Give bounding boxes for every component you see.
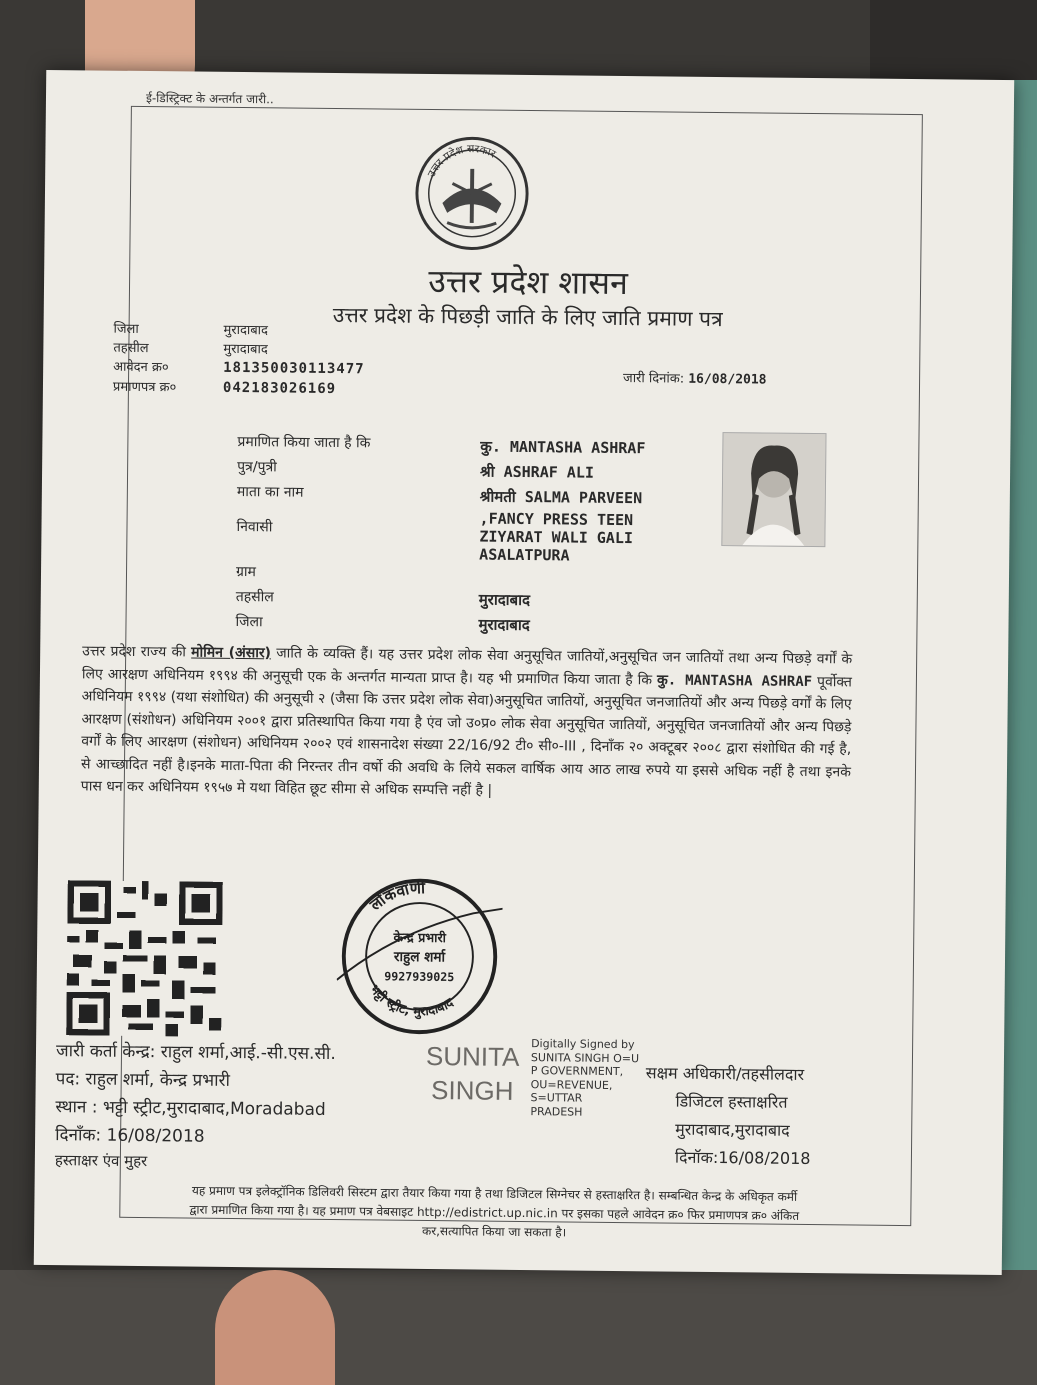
top-note: ई-डिस्ट्रिक्ट के अन्तर्गत जारी.. (145, 91, 274, 107)
district-label: जिला (235, 613, 263, 631)
resident-line1: ,FANCY PRESS TEEN (479, 509, 634, 530)
digital-info-line: Digitally Signed by (531, 1037, 635, 1052)
certified-label: प्रमाणित किया जाता है कि (237, 433, 371, 452)
emblem-text: उत्तर प्रदेश सरकार (424, 142, 499, 180)
meta-certificate-value: 042183026169 (222, 379, 337, 398)
footer-note-line3: कर,सत्यापित किया जा सकता है। (421, 1223, 567, 1240)
svg-text:उत्तर प्रदेश सरकार (425, 142, 499, 180)
resident-line3: ASALATPURA (479, 545, 570, 565)
page-subtitle: उत्तर प्रदेश के पिछड़ी जाति के लिए जाति प्रमाण पत्र (332, 302, 723, 332)
sign-seal: हस्ताक्षर एंव मुहर (54, 1151, 148, 1171)
meta-district (113, 319, 268, 339)
certified-value: कु. MANTASHA ASHRAF (480, 437, 646, 458)
footer-note-line1: यह प्रमाण पत्र इलेक्ट्रॉनिक डिलिवरी सिस्टम द्वारा तैयार किया गया है तथा डिजिटल सिग्नेचर से हस्ताक्षरित है। सम्बन्धित केन्द्र के अधिकृत कर्मी (191, 1183, 798, 1204)
issuing-center: जारी कर्ता केन्द्र: राहुल शर्मा,आई.-सी.एस.सी. (55, 1041, 336, 1065)
child-of-value: श्री ASHRAF ALI (480, 462, 595, 482)
meta-tehsil-value: मुरादाबाद (223, 341, 268, 358)
tehsil-label: तहसील (235, 588, 274, 606)
issue-date (623, 368, 767, 388)
meta-application-label: आवेदन क्र० (113, 359, 169, 376)
meta-application (113, 357, 365, 378)
digital-signer-name (425, 1039, 519, 1108)
digital-info-line: PRADESH (530, 1104, 583, 1119)
child-of-label: पुत्र/पुत्री (237, 458, 277, 476)
meta-certificate-label: प्रमाणपत्र क्र० (112, 379, 177, 396)
stamp-line3: 9927939025 (384, 969, 455, 985)
designation: पद: राहुल शर्मा, केन्द्र प्रभारी (55, 1069, 230, 1091)
stamp-ring-text: भट्टी स्ट्रीट, मुरादाबाद (366, 981, 456, 1019)
applicant-photo (721, 432, 826, 547)
resident-line2: ZIYARAT WALI GALI (479, 527, 634, 548)
meta-certificate (113, 377, 336, 397)
body-applicant-name: कु. MANTASHA ASHRAF (656, 671, 813, 690)
digital-info-line: OU=REVENUE, (530, 1077, 613, 1092)
certificate-body (81, 640, 853, 806)
stamp-top-text: लोकवाणी (366, 879, 426, 915)
qr-code-icon (66, 880, 223, 1037)
meta-tehsil-label: तहसील (113, 340, 149, 357)
meta-tehsil (113, 338, 268, 358)
issue-date-label: जारी दिनांक: (623, 371, 685, 387)
district-value: मुरादाबाद (478, 615, 530, 635)
meta-application-value: 181350030113477 (223, 359, 365, 378)
official-stamp-icon (336, 873, 503, 1040)
page-title: उत्तर प्रदेश शासन (428, 261, 629, 303)
body-part-1: उत्तर प्रदेश राज्य की (82, 643, 186, 661)
digital-info-line: P GOVERNMENT, (530, 1064, 624, 1079)
resident-label: निवासी (236, 518, 273, 536)
caste-name: मोमिन (अंसार) (191, 644, 272, 662)
footer-note-line2: द्वारा प्रमाणित किया गया है। यह प्रमाण पत्र वेबसाइट http://edistrict.up.nic.in पर इसका पहले आवेदन क्र० फिर प्रमाणपत्र क्र० अंकित (189, 1202, 800, 1223)
digital-signed-label: डिजिटल हस्ताक्षरित (675, 1091, 788, 1112)
certificate-page (34, 70, 1014, 1275)
stamp-line1: केन्द्र प्रभारी (393, 929, 447, 946)
place: स्थान : भट्टी स्ट्रीट,मुरादाबाद,Moradabad (55, 1097, 326, 1120)
office-place: मुरादाबाद,मुरादाबाद (675, 1119, 790, 1140)
digital-name-line1: SUNITA (425, 1040, 520, 1072)
meta-district-label: जिला (113, 321, 139, 337)
officer-title: सक्षम अधिकारी/तहसीलदार (645, 1063, 805, 1084)
footer-note (54, 1180, 935, 1246)
stamp-line2: राहुल शर्मा (393, 949, 446, 966)
tehsil-value: मुरादाबाद (478, 590, 531, 610)
village-label: ग्राम (235, 563, 257, 581)
up-emblem-icon (412, 134, 531, 253)
mother-label: माता का नाम (236, 483, 304, 501)
digital-name-line2: SINGH (430, 1075, 514, 1106)
digital-signature-info (530, 1037, 641, 1119)
meta-district-value: मुरादाबाद (223, 322, 269, 339)
digital-info-line: S=UTTAR (530, 1091, 583, 1105)
finger-bottom (215, 1270, 335, 1385)
date-left: दिनाँक: 16/08/2018 (55, 1125, 205, 1147)
mother-value: श्रीमती SALMA PARVEEN (479, 487, 643, 508)
svg-text:भट्टी स्ट्रीट, मुरादाबाद (367, 981, 457, 1020)
digital-info-line: SUNITA SINGH O=U (530, 1050, 640, 1065)
background-table (0, 1270, 1037, 1385)
body-part-3: पूर्वोक्त अधिनियम १९९४ (यथा संशोधित) की अनुसूची २ (जैसा कि उत्तर प्रदेश लोक सेवा)अनुसूचित जातियों, अनुसूचित जनजातियों और अन्य पिछड़े वर्गों के लिए आरक्षण (संशोधन) अधिनियम २००१ द्वारा प्रतिस्थापित किया गया है एंव जो उ०प्र० लोक सेवा अनुसूचित जातियों, अनुसूचित जनजातियों और अन्य पिछड़े वर्गों के लिए आरक्षण (संशोधन) अधिनियम २००२ एवं शासनादेश संख्या 22/16/92 टी० सी०-III , दिनाँक २० अक्टूबर २००८ द्वारा संशोधित की गई है, से आच्छादित नहीं है।इनके माता-पिता की निरन्तर तीन वर्षो की अवधि के लिये सकल वार्षिक आय आठ लाख रुपये या इससे अधिक नहीं है तथा इनके पास धन कर अधिनियम १९५७ मे यथा विहित छूट सीमा से अधिक सम्पत्ति नहीं है | (80, 673, 853, 799)
date-right: दिनॉक:16/08/2018 (674, 1147, 811, 1169)
body-part-2: जाति के व्यक्ति हैं। यह उत्तर प्रदेश लोक सेवा अनुसूचित जातियों,अनुसूचित जन जातियों तथा अन्य पिछड़े वर्गों के लिए आरक्षण अधिनियम १९९४ की अनुसूची एक के अन्तर्गत मान्यता प्राप्त है। यह भी प्रमाणित किया जाता है कि (81, 645, 853, 688)
portrait-icon (722, 433, 825, 546)
issue-date-value: 16/08/2018 (688, 371, 767, 388)
